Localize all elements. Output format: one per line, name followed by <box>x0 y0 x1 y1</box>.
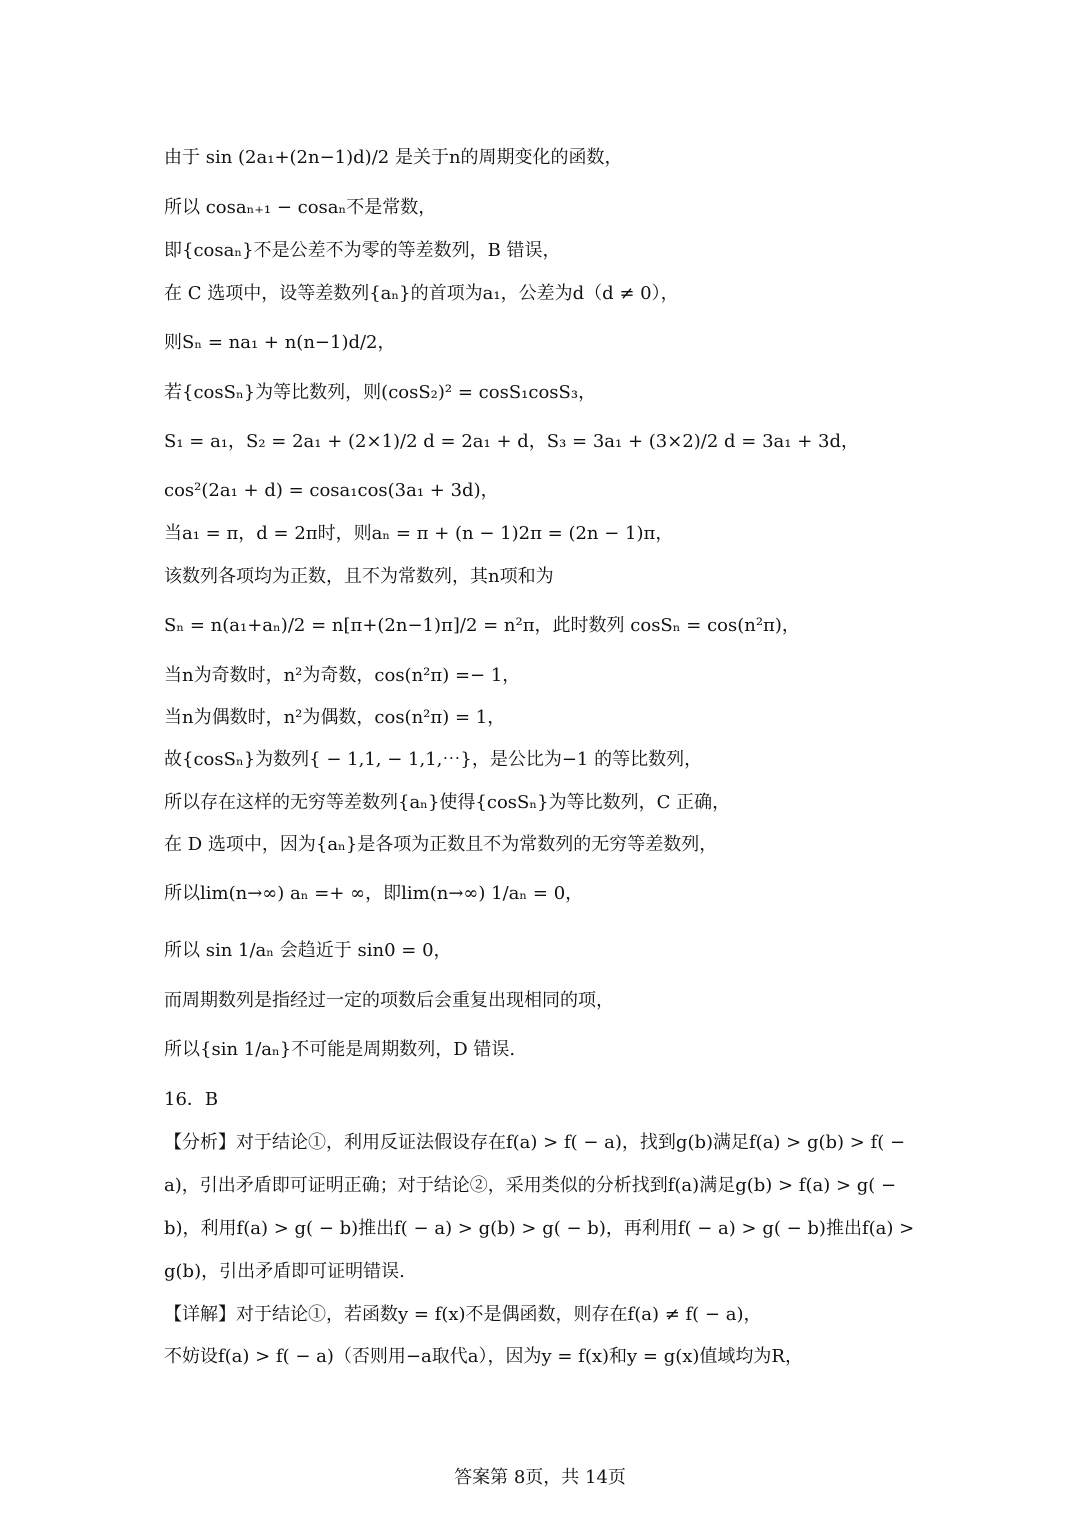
text-line: 由于 sin (2a₁+(2n−1)d)/2 是关于n的周期变化的函数， <box>164 147 623 168</box>
text-line: 则Sₙ = na₁ + n(n−1)d/2， <box>164 332 396 353</box>
text-line: 所以 cosaₙ₊₁ − cosaₙ不是常数， <box>164 197 437 218</box>
analysis-line: 【分析】对于结论①，利用反证法假设存在f(a) > f( − a)，找到g(b)满足f(a) > g(b) > f( − <box>164 1132 906 1153</box>
analysis-line: b)，利用f(a) > g( − b)推出f( − a) > g(b) > g( − b)，再利用f( − a) > g( − b)推出f(a) > <box>164 1218 915 1239</box>
analysis-line: a)，引出矛盾即可证明正确；对于结论②，采用类似的分析找到f(a)满足g(b) > f(a) > g( − <box>164 1175 897 1196</box>
text-line: 当n为奇数时，n²为奇数，cos(n²π) =− 1， <box>164 665 521 686</box>
text-line: Sₙ = n(a₁+aₙ)/2 = n[π+(2n−1)π]/2 = n²π，此时数列 cosSₙ = cos(n²π)， <box>164 615 800 636</box>
text-line: cos²(2a₁ + d) = cosa₁cos(3a₁ + 3d)， <box>164 480 499 501</box>
text-line: 当a₁ = π，d = 2π时，则aₙ = π + (n − 1)2π = (2n − 1)π， <box>164 523 674 544</box>
text-line: 故{cosSₙ}为数列{ − 1,1, − 1,1,⋯}，是公比为−1 的等比数列， <box>164 749 703 770</box>
text-line: 若{cosSₙ}为等比数列，则(cosS₂)² = cosS₁cosS₃， <box>164 382 597 403</box>
text-line: 所以lim(n→∞) aₙ =+ ∞，即lim(n→∞) 1/aₙ = 0， <box>164 883 584 904</box>
text-line: 当n为偶数时，n²为偶数，cos(n²π) = 1， <box>164 707 506 728</box>
text-line: 而周期数列是指经过一定的项数后会重复出现相同的项， <box>164 990 614 1011</box>
detail-line: 不妨设f(a) > f( − a)（否则用−a取代a），因为y = f(x)和y = g(x)值域均为R， <box>164 1346 803 1367</box>
text-line: 在 D 选项中，因为{aₙ}是各项为正数且不为常数列的无穷等差数列， <box>164 834 718 855</box>
text-line: 所以{sin 1/aₙ}不可能是周期数列，D 错误. <box>164 1039 516 1060</box>
text-line: 即{cosaₙ}不是公差不为零的等差数列，B 错误， <box>164 240 561 261</box>
text-line: 所以 sin 1/aₙ 会趋近于 sin0 = 0， <box>164 940 452 961</box>
text-line: 所以存在这样的无穷等差数列{aₙ}使得{cosSₙ}为等比数列，C 正确， <box>164 792 731 813</box>
question-number: 16．B <box>164 1089 219 1110</box>
detail-line: 【详解】对于结论①，若函数y = f(x)不是偶函数，则存在f(a) ≠ f( − a)， <box>164 1304 762 1325</box>
analysis-line: g(b)，引出矛盾即可证明错误. <box>164 1261 405 1282</box>
text-line: 该数列各项均为正数，且不为常数列，其n项和为 <box>164 566 554 587</box>
page-footer: 答案第 8页，共 14页 <box>454 1467 626 1488</box>
text-line: S₁ = a₁，S₂ = 2a₁ + (2×1)/2 d = 2a₁ + d，S₃ = 3a₁ + (3×2)/2 d = 3a₁ + 3d， <box>164 431 859 452</box>
text-line: 在 C 选项中，设等差数列{aₙ}的首项为a₁，公差为d（d ≠ 0）， <box>164 283 679 304</box>
